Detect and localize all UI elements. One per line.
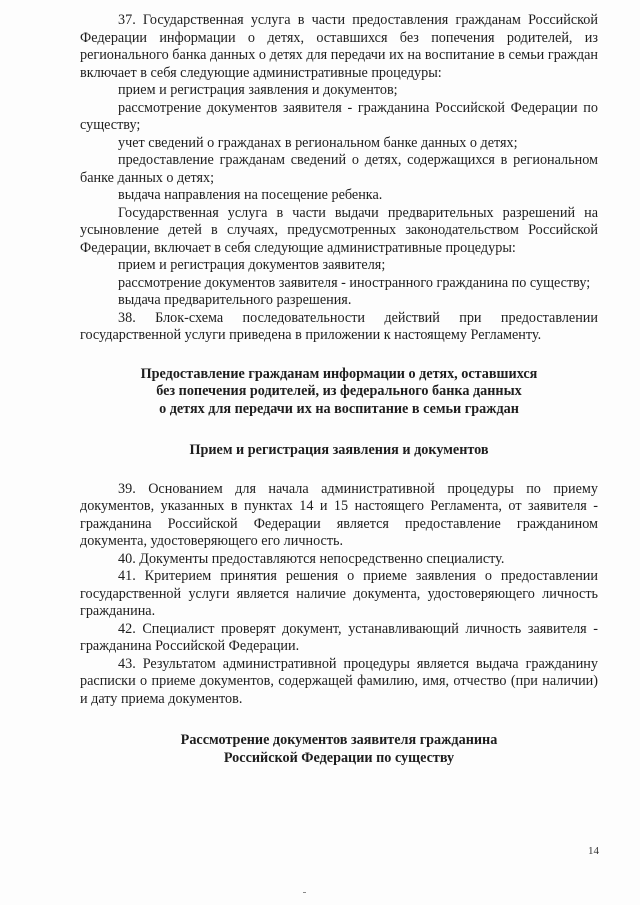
list-item: выдача направления на посещение ребенка.	[118, 187, 383, 203]
paragraph-39: 39. Основанием для начала административной процедуры по приему документов, указанных в пунктах 14 и 15 настоящего Регламента, от заявителя - гражданина Российской Федерации является предоставление гражданином документа, удостоверяющего его личность.	[80, 480, 598, 550]
subsection-heading: Прием и регистрация заявления и документов	[189, 442, 489, 459]
paragraph-40: 40. Документы предоставляются непосредственно специалисту.	[118, 550, 505, 567]
paragraph-42: 42. Специалист проверят документ, устанавливающий личность заявителя - гражданина Российской Федерации.	[80, 620, 598, 655]
list-item: прием и регистрация заявления и документов;	[118, 82, 398, 98]
paragraph-37: 37. Государственная услуга в части предоставления гражданам Российской Федерации информации о детях, оставшихся без попечения родителей, из регионального банка данных о детях для передачи их на воспитание в семьи граждан включает в себя следующие административные процедуры:	[80, 12, 598, 81]
section-heading-line: без попечения родителей, из федерального банка данных	[156, 383, 522, 400]
paragraph-41: 41. Критерием принятия решения о приеме заявления о предоставлении государственной услуги является наличие документа, удостоверяющего личность гражданина.	[80, 568, 598, 620]
section-heading-line: о детях для передачи их на воспитание в семьи граждан	[159, 400, 519, 417]
list-item: учет сведений о гражданах в региональном банке данных о детях;	[118, 134, 518, 151]
list-item: рассмотрение документов заявителя - гражданина Российской Федерации по существу;	[80, 99, 598, 133]
page-number: 14	[588, 845, 599, 857]
paragraph-38: 38. Блок-схема последовательности действий при предоставлении государственной услуги приведена в приложении к настоящему Регламенту.	[80, 309, 598, 343]
scan-artifact	[303, 892, 306, 893]
subsection-heading-line: Рассмотрение документов заявителя гражданина	[180, 732, 498, 749]
list-item: выдача предварительного разрешения.	[118, 292, 352, 308]
list-item: прием и регистрация документов заявителя;	[118, 257, 386, 273]
list-item: предоставление гражданам сведений о детях, содержащихся в региональном банке данных о детях;	[80, 152, 598, 186]
document-body	[80, 12, 598, 768]
section-heading	[80, 366, 598, 419]
subsection-heading	[80, 732, 598, 767]
list-item: рассмотрение документов заявителя - иностранного гражданина по существу;	[118, 274, 591, 291]
paragraph-preliminary-permits: Государственная услуга в части выдачи предварительных разрешений на усыновление детей в случаях, предусмотренных законодательством Российской Федерации, включает в себя следующие административные процедуры:	[80, 204, 598, 256]
paragraph-43: 43. Результатом административной процедуры является выдача гражданину расписки о приеме документов, содержащей фамилию, имя, отчество (при наличии) и дату приема документов.	[80, 655, 598, 707]
subsection-heading-line: Российской Федерации по существу	[223, 749, 455, 766]
section-heading-line: Предоставление гражданам информации о детях, оставшихся	[140, 365, 538, 382]
